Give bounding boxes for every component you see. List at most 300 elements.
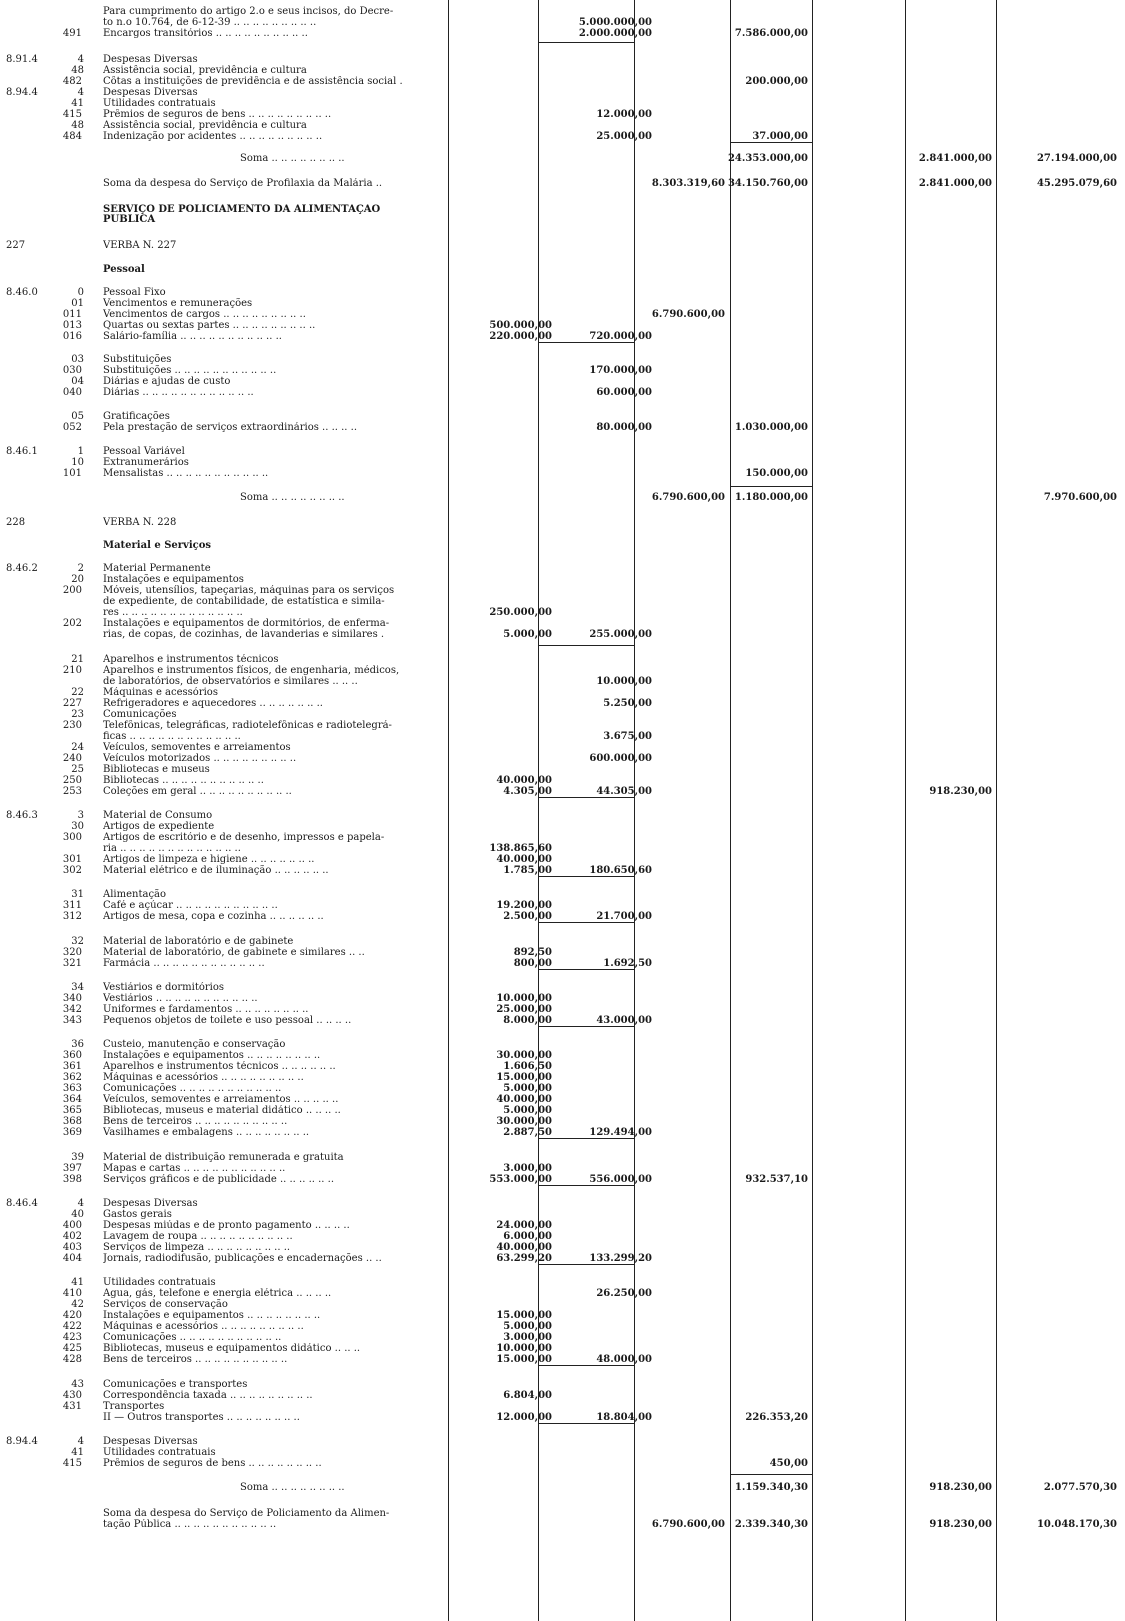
- item-description: Substituições: [103, 354, 172, 365]
- amount-col1: 5.000,00: [503, 1105, 552, 1116]
- table-row: [0, 264, 1125, 275]
- item-code: 402: [62, 1231, 82, 1242]
- table-row: [0, 1220, 1125, 1231]
- sum-rule: [730, 486, 812, 487]
- subitem-code: 20: [71, 574, 84, 585]
- item-description: Bibliotecas, museus e material didático .. .. .. ..: [103, 1105, 341, 1116]
- table-row: [0, 786, 1125, 797]
- subitem-code: 4: [77, 54, 84, 65]
- table-row: [0, 665, 1125, 676]
- table-row: [0, 6, 1125, 17]
- item-description: Pequenos objetos de toilete e uso pessoal .. .. .. ..: [103, 1015, 352, 1026]
- amount-col1: 5.000,00: [503, 1083, 552, 1094]
- table-row: [0, 563, 1125, 574]
- amount-col1: 3.000,00: [503, 1163, 552, 1174]
- table-row: [0, 832, 1125, 843]
- table-row: [0, 1072, 1125, 1083]
- amount-col3: 6.790.600,00: [651, 1519, 725, 1530]
- amount-col2: 10.000,00: [596, 676, 652, 687]
- table-row: [0, 1447, 1125, 1458]
- item-description: Pessoal: [103, 264, 145, 275]
- item-description: Encargos transitórios .. .. .. .. .. .. .. .. .. ..: [103, 28, 308, 39]
- item-description: Vencimentos de cargos .. .. .. .. .. .. .. .. ..: [103, 309, 306, 320]
- item-description: Lavagem de roupa .. .. .. .. .. .. .. .. .. ..: [103, 1231, 293, 1242]
- table-row: [0, 629, 1125, 640]
- subitem-code: 1: [77, 446, 84, 457]
- table-row: [0, 1116, 1125, 1127]
- amount-col4: 1.180.000,00: [734, 492, 808, 503]
- table-row: [0, 1354, 1125, 1365]
- amount-col5: 918.230,00: [929, 1519, 992, 1530]
- amount-col2: 720.000,00: [589, 331, 652, 342]
- amount-col1: 553.000,00: [489, 1174, 552, 1185]
- section-code: 8.46.0: [6, 287, 38, 298]
- item-description: Diárias e ajudas de custo: [103, 376, 231, 387]
- item-code: 430: [62, 1390, 82, 1401]
- amount-col1: 5.000,00: [503, 1321, 552, 1332]
- item-description: Despesas Diversas: [103, 1198, 198, 1209]
- item-description: Soma da despesa do Serviço de Policiamento da Alimen-: [103, 1508, 390, 1519]
- table-row: [0, 1458, 1125, 1469]
- subitem-code: 03: [71, 354, 84, 365]
- table-row: [0, 1004, 1125, 1015]
- table-row: [0, 365, 1125, 376]
- section-code: 8.46.2: [6, 563, 38, 574]
- table-row: [0, 98, 1125, 109]
- item-description: Quartas ou sextas partes .. .. .. .. .. .. .. .. ..: [103, 320, 316, 331]
- item-description: Telefônicas, telegráficas, radiotelefônicas e radiotelegrá-: [103, 720, 392, 731]
- item-description: ficas .. .. .. .. .. .. .. .. .. .. .. ..: [103, 731, 241, 742]
- item-description: Transportes: [103, 1401, 165, 1412]
- table-row: [0, 1519, 1125, 1530]
- item-code: 300: [62, 832, 82, 843]
- table-row: [0, 446, 1125, 457]
- table-row: [0, 1401, 1125, 1412]
- table-row: [0, 387, 1125, 398]
- item-description: Instalações e equipamentos .. .. .. .. .. .. .. ..: [103, 1310, 321, 1321]
- table-row: [0, 993, 1125, 1004]
- item-description: Serviços gráficos e de publicidade .. .. .. .. .. ..: [103, 1174, 335, 1185]
- table-row: [0, 1242, 1125, 1253]
- item-description: Bens de terceiros .. .. .. .. .. .. .. .. .. ..: [103, 1116, 288, 1127]
- subitem-code: 40: [71, 1209, 84, 1220]
- table-row: [0, 517, 1125, 528]
- table-row: [0, 865, 1125, 876]
- item-code: 321: [62, 958, 82, 969]
- table-row: [0, 28, 1125, 39]
- item-description: Substituições .. .. .. .. .. .. .. .. .. .. ..: [103, 365, 277, 376]
- amount-col4: 932.537,10: [745, 1174, 808, 1185]
- item-description: Material de distribuição remunerada e gratuita: [103, 1152, 344, 1163]
- section-code: 8.94.4: [6, 87, 38, 98]
- item-description: Aparelhos e instrumentos físicos, de engenharia, médicos,: [103, 665, 400, 676]
- item-description: Máquinas e acessórios .. .. .. .. .. .. .. .. ..: [103, 1072, 304, 1083]
- item-code: 365: [62, 1105, 82, 1116]
- subitem-code: 48: [71, 120, 84, 131]
- sum-rule: [538, 797, 634, 798]
- subitem-code: 4: [77, 87, 84, 98]
- sum-rule: [538, 1185, 634, 1186]
- table-row: [0, 468, 1125, 479]
- subitem-code: 41: [71, 1447, 84, 1458]
- sum-rule: [538, 1423, 634, 1424]
- item-description: Pessoal Variável: [103, 446, 185, 457]
- item-description: Soma .. .. .. .. .. .. .. ..: [240, 492, 345, 503]
- amount-col1: 220.000,00: [489, 331, 552, 342]
- table-row: [0, 889, 1125, 900]
- table-row: [0, 1231, 1125, 1242]
- table-row: [0, 298, 1125, 309]
- amount-col4: 37.000,00: [752, 131, 808, 142]
- item-description: Bibliotecas, museus e equipamentos didático .. .. ..: [103, 1343, 361, 1354]
- item-code: 202: [62, 618, 82, 629]
- subitem-code: 24: [71, 742, 84, 753]
- item-description: Artigos de escritório e de desenho, impressos e papela-: [103, 832, 385, 843]
- item-description: Pessoal Fixo: [103, 287, 166, 298]
- amount-col2: 255.000,00: [589, 629, 652, 640]
- table-row: [0, 596, 1125, 607]
- table-row: [0, 854, 1125, 865]
- amount-col2: 60.000,00: [596, 387, 652, 398]
- sum-rule: [538, 645, 634, 646]
- item-code: 368: [62, 1116, 82, 1127]
- table-row: [0, 1163, 1125, 1174]
- item-code: 253: [62, 786, 82, 797]
- item-description: Utilidades contratuais: [103, 1447, 216, 1458]
- amount-col5: 2.841.000,00: [918, 178, 992, 189]
- table-row: [0, 958, 1125, 969]
- item-description: Assistência social, previdência e cultura: [103, 120, 307, 131]
- item-description: Gratificações: [103, 411, 170, 422]
- table-row: [0, 411, 1125, 422]
- item-code: 200: [62, 585, 82, 596]
- item-description: Vasilhames e embalagens .. .. .. .. .. .. .. ..: [103, 1127, 310, 1138]
- amount-col2: 600.000,00: [589, 753, 652, 764]
- subitem-code: 41: [71, 98, 84, 109]
- amount-col1: 2.887,50: [503, 1127, 552, 1138]
- item-code: 415: [62, 1458, 82, 1469]
- item-description: Serviços de conservação: [103, 1299, 228, 1310]
- amount-col1: 800,00: [513, 958, 552, 969]
- item-description: Diárias .. .. .. .. .. .. .. .. .. .. .. ..: [103, 387, 254, 398]
- item-description: Bibliotecas e museus: [103, 764, 210, 775]
- table-row: [0, 1299, 1125, 1310]
- item-description: Comunicações .. .. .. .. .. .. .. .. .. .. ..: [103, 1083, 282, 1094]
- table-row: [0, 900, 1125, 911]
- item-description: Despesas miúdas e de pronto pagamento .. .. .. ..: [103, 1220, 350, 1231]
- amount-col6: 7.970.600,00: [1043, 492, 1117, 503]
- item-description: Artigos de limpeza e higiene .. .. .. .. .. .. ..: [103, 854, 315, 865]
- table-row: [0, 720, 1125, 731]
- amount-col4: 150.000,00: [745, 468, 808, 479]
- amount-col1: 10.000,00: [496, 1343, 552, 1354]
- subitem-code: 36: [71, 1039, 84, 1050]
- item-code: 410: [62, 1288, 82, 1299]
- item-code: 342: [62, 1004, 82, 1015]
- item-description: PÚBLICA: [103, 214, 156, 225]
- table-row: [0, 1412, 1125, 1423]
- subitem-code: 41: [71, 1277, 84, 1288]
- table-row: [0, 1332, 1125, 1343]
- item-description: Pela prestação de serviços extraordinários .. .. .. ..: [103, 422, 358, 433]
- item-code: 250: [62, 775, 82, 786]
- item-code: 227: [62, 698, 82, 709]
- amount-col5: 918.230,00: [929, 786, 992, 797]
- item-description: Máquinas e acessórios: [103, 687, 218, 698]
- item-description: Despesas Diversas: [103, 1436, 198, 1447]
- item-code: 423: [62, 1332, 82, 1343]
- sum-rule: [538, 42, 634, 43]
- item-code: 101: [62, 468, 82, 479]
- item-description: Móveis, utensílios, tapeçarias, máquinas para os serviços: [103, 585, 395, 596]
- amount-col1: 12.000,00: [496, 1412, 552, 1423]
- table-row: [0, 540, 1125, 551]
- item-code: 484: [62, 131, 82, 142]
- amount-col4: 1.030.000,00: [734, 422, 808, 433]
- section-code: 8.94.4: [6, 1436, 38, 1447]
- item-description: Vencimentos e remunerações: [103, 298, 253, 309]
- item-code: 363: [62, 1083, 82, 1094]
- item-description: Alimentação: [103, 889, 167, 900]
- subitem-code: 04: [71, 376, 84, 387]
- amount-col1: 1.785,00: [503, 865, 552, 876]
- section-code: 227: [6, 240, 26, 251]
- item-code: 369: [62, 1127, 82, 1138]
- table-row: [0, 843, 1125, 854]
- table-row: [0, 775, 1125, 786]
- item-description: Extranumerários: [103, 457, 189, 468]
- item-description: Uniformes e fardamentos .. .. .. .. .. .. .. ..: [103, 1004, 309, 1015]
- subitem-code: 21: [71, 654, 84, 665]
- table-row: [0, 753, 1125, 764]
- item-description: Aparelhos e instrumentos técnicos .. .. .. .. .. ..: [103, 1061, 336, 1072]
- table-row: [0, 1083, 1125, 1094]
- item-description: Vestiários .. .. .. .. .. .. .. .. .. .. ..: [103, 993, 258, 1004]
- table-row: [0, 1288, 1125, 1299]
- subitem-code: 23: [71, 709, 84, 720]
- amount-col1: 15.000,00: [496, 1310, 552, 1321]
- amount-col2: 133.299,20: [589, 1253, 652, 1264]
- item-description: Veículos, semoventes e arreiamentos: [103, 742, 291, 753]
- table-row: [0, 287, 1125, 298]
- item-description: tação Pública .. .. .. .. .. .. .. .. .. .. ..: [103, 1519, 277, 1530]
- item-description: Utilidades contratuais: [103, 98, 216, 109]
- amount-col4: 226.353,20: [745, 1412, 808, 1423]
- item-code: 302: [62, 865, 82, 876]
- amount-col2: 21.700,00: [596, 911, 652, 922]
- item-description: Artigos de expediente: [103, 821, 215, 832]
- table-row: [0, 376, 1125, 387]
- subitem-code: 10: [71, 457, 84, 468]
- item-code: 320: [62, 947, 82, 958]
- item-code: 404: [62, 1253, 82, 1264]
- item-code: 340: [62, 993, 82, 1004]
- subitem-code: 3: [77, 810, 84, 821]
- item-code: 011: [62, 309, 82, 320]
- item-description: Material de Consumo: [103, 810, 213, 821]
- item-description: SERVIÇO DE POLICIAMENTO DA ALIMENTAÇÃO: [103, 204, 381, 215]
- item-description: Aparelhos e instrumentos técnicos: [103, 654, 279, 665]
- amount-col4: 34.150.760,00: [727, 178, 808, 189]
- subitem-code: 31: [71, 889, 84, 900]
- table-row: [0, 1310, 1125, 1321]
- table-row: [0, 131, 1125, 142]
- item-code: 398: [62, 1174, 82, 1185]
- table-row: [0, 178, 1125, 189]
- amount-col1: 6.804,00: [503, 1390, 552, 1401]
- item-description: Café e açúcar .. .. .. .. .. .. .. .. .. .. ..: [103, 900, 278, 911]
- amount-col1: 1.606,50: [503, 1061, 552, 1072]
- amount-col3: 6.790.600,00: [651, 492, 725, 503]
- item-description: Água, gás, telefone e energia elétrica .. .. .. ..: [103, 1288, 332, 1299]
- table-row: [0, 585, 1125, 596]
- table-row: [0, 1508, 1125, 1519]
- sum-rule: [538, 969, 634, 970]
- subitem-code: 39: [71, 1152, 84, 1163]
- amount-col1: 30.000,00: [496, 1050, 552, 1061]
- section-code: 8.91.4: [6, 54, 38, 65]
- amount-col4: 7.586.000,00: [734, 28, 808, 39]
- item-description: Artigos de mesa, copa e cozinha .. .. .. .. .. ..: [103, 911, 324, 922]
- item-code: 428: [62, 1354, 82, 1365]
- subitem-code: 42: [71, 1299, 84, 1310]
- subitem-code: 4: [77, 1198, 84, 1209]
- sum-rule: [538, 342, 634, 343]
- amount-col6: 45.295.079,60: [1036, 178, 1117, 189]
- table-row: [0, 492, 1125, 503]
- sum-rule: [538, 922, 634, 923]
- amount-col1: 24.000,00: [496, 1220, 552, 1231]
- item-description: rias, de copas, de cozinhas, de lavanderias e similares .: [103, 629, 385, 640]
- subitem-code: 34: [71, 982, 84, 993]
- table-row: [0, 109, 1125, 120]
- table-row: [0, 120, 1125, 131]
- amount-col1: 6.000,00: [503, 1231, 552, 1242]
- subitem-code: 43: [71, 1379, 84, 1390]
- subitem-code: 4: [77, 1436, 84, 1447]
- table-row: [0, 65, 1125, 76]
- amount-col2: 2.000.000,00: [578, 28, 652, 39]
- item-description: Custeio, manutenção e conservação: [103, 1039, 286, 1050]
- item-description: Material de laboratório e de gabinete: [103, 936, 294, 947]
- item-description: Côtas a instituições de previdência e de assistência social .: [103, 76, 403, 87]
- table-row: [0, 331, 1125, 342]
- amount-col2: 129.494,00: [589, 1127, 652, 1138]
- table-row: [0, 947, 1125, 958]
- amount-col4: 2.339.340,30: [734, 1519, 808, 1530]
- item-description: Refrigeradores e aquecedores .. .. .. .. .. .. ..: [103, 698, 323, 709]
- table-row: [0, 1061, 1125, 1072]
- sum-rule: [538, 876, 634, 877]
- item-description: Gastos gerais: [103, 1209, 172, 1220]
- item-code: 016: [62, 331, 82, 342]
- item-description: Soma .. .. .. .. .. .. .. ..: [240, 1482, 345, 1493]
- item-description: res .. .. .. .. .. .. .. .. .. .. .. .. ..: [103, 607, 243, 618]
- subitem-code: 0: [77, 287, 84, 298]
- item-description: de expediente, de contabilidade, de estatística e simila-: [103, 596, 385, 607]
- amount-col1: 19.200,00: [496, 900, 552, 911]
- item-code: 397: [62, 1163, 82, 1174]
- item-description: Comunicações: [103, 709, 177, 720]
- table-row: [0, 54, 1125, 65]
- item-code: 052: [62, 422, 82, 433]
- amount-col2: 43.000,00: [596, 1015, 652, 1026]
- item-description: Comunicações e transportes: [103, 1379, 248, 1390]
- subitem-code: 22: [71, 687, 84, 698]
- item-code: 361: [62, 1061, 82, 1072]
- table-row: [0, 1390, 1125, 1401]
- item-description: Material de laboratório, de gabinete e similares .. ..: [103, 947, 365, 958]
- amount-col1: 40.000,00: [496, 775, 552, 786]
- sum-rule: [538, 1365, 634, 1366]
- subitem-code: 2: [77, 563, 84, 574]
- table-row: [0, 87, 1125, 98]
- table-row: [0, 1343, 1125, 1354]
- table-row: [0, 936, 1125, 947]
- table-row: [0, 422, 1125, 433]
- subitem-code: 25: [71, 764, 84, 775]
- amount-col1: 63.299,20: [496, 1253, 552, 1264]
- item-code: 403: [62, 1242, 82, 1253]
- subitem-code: 32: [71, 936, 84, 947]
- item-description: Soma da despesa do Serviço de Profilaxia da Malária ..: [103, 178, 383, 189]
- item-code: 364: [62, 1094, 82, 1105]
- item-description: Instalações e equipamentos de dormitórios, de enferma-: [103, 618, 390, 629]
- sum-rule: [538, 1138, 634, 1139]
- table-row: [0, 1050, 1125, 1061]
- amount-col1: 2.500,00: [503, 911, 552, 922]
- item-code: 030: [62, 365, 82, 376]
- amount-col2: 556.000,00: [589, 1174, 652, 1185]
- amount-col1: 15.000,00: [496, 1072, 552, 1083]
- amount-col1: 15.000,00: [496, 1354, 552, 1365]
- item-description: Vestiários e dormitórios: [103, 982, 224, 993]
- amount-col2: 5.250,00: [603, 698, 652, 709]
- item-code: 240: [62, 753, 82, 764]
- item-code: 230: [62, 720, 82, 731]
- table-row: [0, 17, 1125, 28]
- subitem-code: 01: [71, 298, 84, 309]
- table-row: [0, 1039, 1125, 1050]
- item-description: Serviços de limpeza .. .. .. .. .. .. .. .. ..: [103, 1242, 291, 1253]
- amount-col2: 25.000,00: [596, 131, 652, 142]
- section-code: 8.46.4: [6, 1198, 38, 1209]
- amount-col3: 6.790.600,00: [651, 309, 725, 320]
- item-description: Instalações e equipamentos .. .. .. .. .. .. .. ..: [103, 1050, 321, 1061]
- table-row: [0, 1105, 1125, 1116]
- amount-col1: 8.000,00: [503, 1015, 552, 1026]
- item-description: II — Outros transportes .. .. .. .. .. .. .. ..: [103, 1412, 300, 1423]
- item-code: 420: [62, 1310, 82, 1321]
- amount-col1: 40.000,00: [496, 854, 552, 865]
- table-row: [0, 911, 1125, 922]
- table-row: [0, 687, 1125, 698]
- amount-col2: 18.804,00: [596, 1412, 652, 1423]
- amount-col1: 10.000,00: [496, 993, 552, 1004]
- amount-col2: 26.250,00: [596, 1288, 652, 1299]
- item-description: VERBA N. 228: [103, 517, 177, 528]
- item-description: Despesas Diversas: [103, 87, 198, 98]
- item-code: 301: [62, 854, 82, 865]
- item-description: Correspondência taxada .. .. .. .. .. .. .. .. ..: [103, 1390, 313, 1401]
- subitem-code: 48: [71, 65, 84, 76]
- item-code: 482: [62, 76, 82, 87]
- amount-col2: 1.692,50: [603, 958, 652, 969]
- item-code: 400: [62, 1220, 82, 1231]
- item-code: 425: [62, 1343, 82, 1354]
- amount-col1: 3.000,00: [503, 1332, 552, 1343]
- table-row: [0, 618, 1125, 629]
